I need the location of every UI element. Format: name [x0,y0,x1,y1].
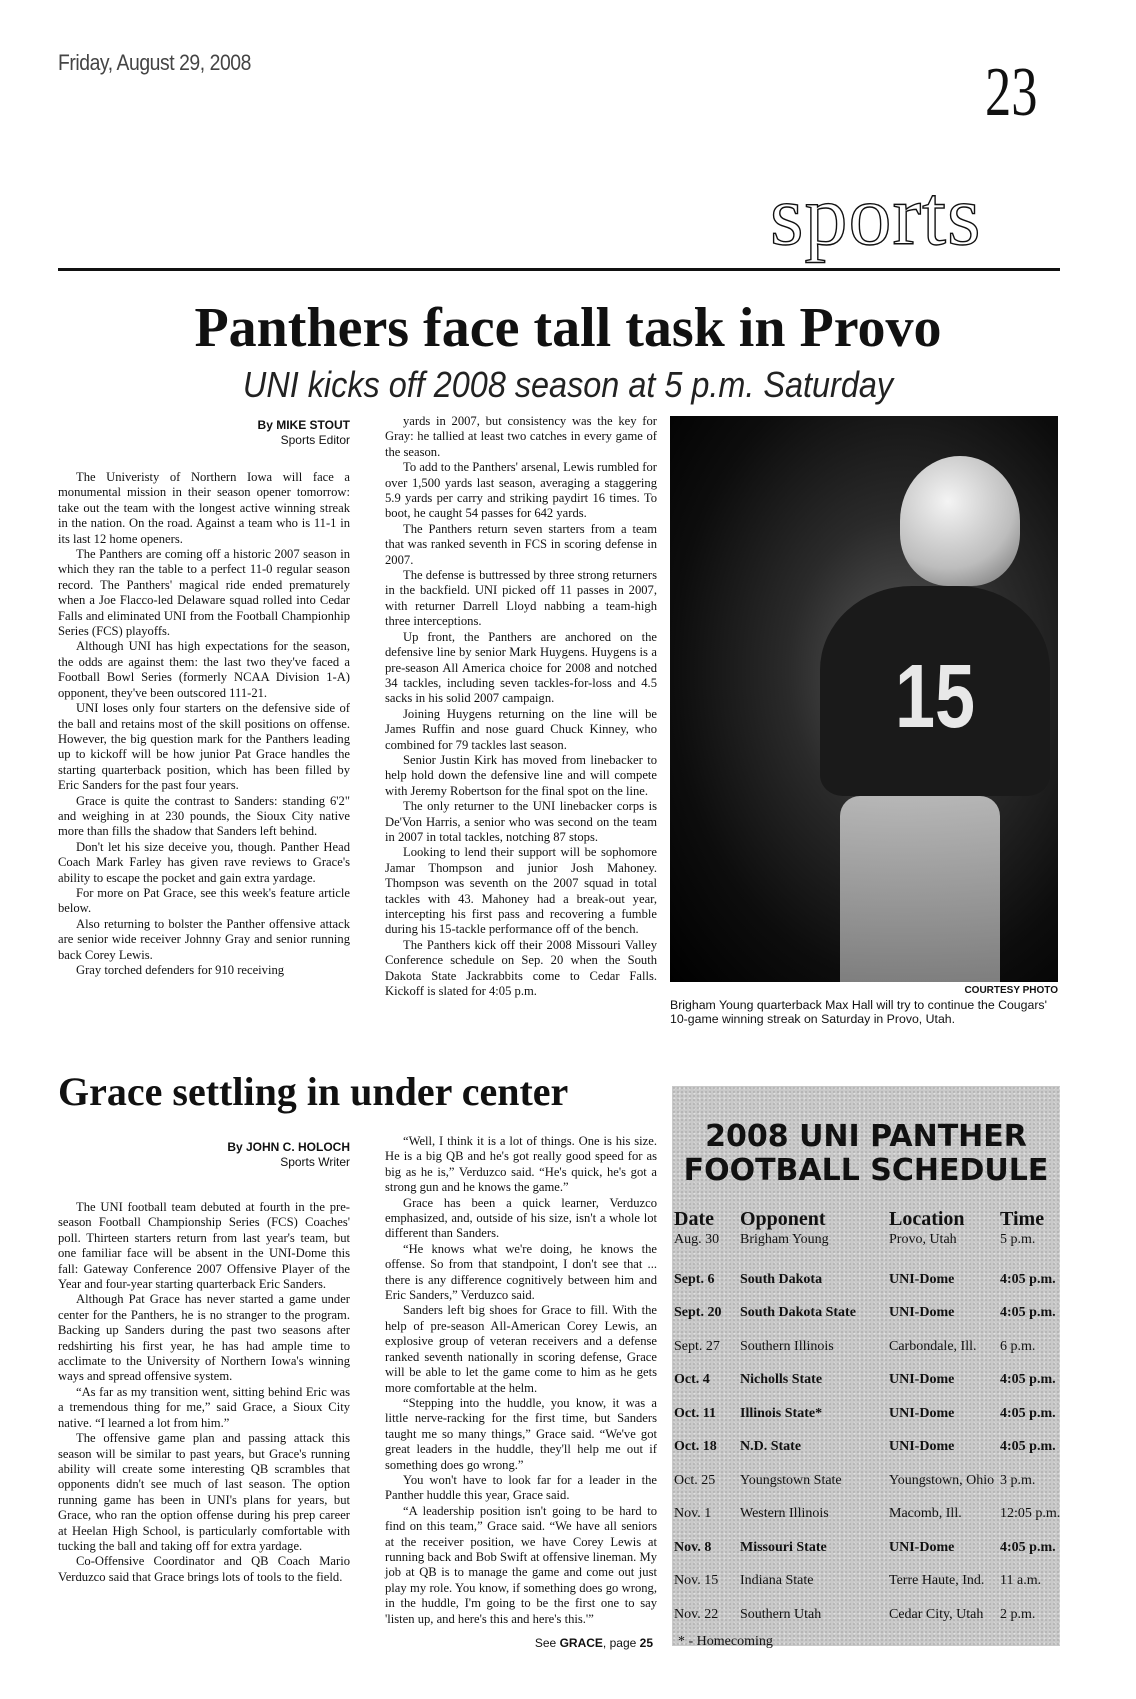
game-date: Oct. 4 [674,1372,710,1387]
paragraph: Up front, the Panthers are anchored on the defensive line by senior Mark Huygens. Huygens is a pre-season All America choice for 2008 and notched 34 tackles, including seven tackles-for-loss and 4.5 sacks in his solid 2007 campaign. [385,629,657,706]
game-location: Macomb, Ill. [889,1506,962,1521]
game-opponent: Southern Illinois [740,1338,834,1354]
paragraph: You won't have to look far for a leader in the Panther huddle this year, Grace said. [385,1472,657,1503]
article-headline: Grace settling in under center [58,1069,569,1114]
schedule-title [672,1120,1060,1188]
schedule-box [672,1086,1061,1649]
game-time: 4:05 p.m. [1000,1271,1056,1287]
paragraph: Don't let his size deceive you, though. Panther Head Coach Mark Farley has given rave reviews to Grace's ability to escape the pocket and gain extra yardage. [58,839,350,885]
game-location: UNI-Dome [889,1305,955,1320]
game-date: Aug. 30 [674,1232,720,1247]
game-opponent: Illinois State* [740,1405,823,1421]
game-date: Nov. 8 [674,1539,712,1555]
game-opponent: South Dakota [740,1271,823,1287]
paragraph: Grace is quite the contrast to Sanders: standing 6'2" and weighing in at 230 pounds, the Sioux City native more than fills the shadow that Sanders left behind. [58,793,350,839]
jump-keyword: GRACE [559,1636,603,1650]
paragraph: The only returner to the UNI linebacker corps is De'Von Harris, a senior who was second on the team in 2007 in total tackles, notching 87 stops. [385,799,657,844]
game-opponent: Missouri State [740,1539,827,1555]
paragraph: Grace has been a quick learner, Verduzco emphasized, and, outside of his size, isn't a whole lot different than Sanders. [385,1195,657,1241]
schedule-title-line: 2008 UNI PANTHER [705,1119,1027,1154]
byline-role: Sports Editor [280,433,350,447]
paragraph: For more on Pat Grace, see this week's feature article below. [58,885,350,916]
paragraph: “Stepping into the huddle, you know, it was a little nerve-racking for the first time, but Sanders taught me so many things,” Grace said. “We've got great leaders in the huddle, they'll help me out if something does go wrong.” [385,1395,657,1472]
paragraph: Sanders left big shoes for Grace to fill. With the help of pre-season All-American Corey Lewis, an explosive group of veteran receivers and a defense ranked seventh nationally in scoring defense, Grace will be able to let the game come to him as he gets more comfortable at the helm. [385,1303,657,1395]
article-subhead: UNI kicks off 2008 season at 5 p.m. Saturday [242,364,894,405]
game-time: 4:05 p.m. [1000,1372,1056,1387]
paragraph: Gray torched defenders for 910 receiving [76,963,285,977]
game-time: 3 p.m. [1000,1472,1036,1488]
photo-credit: COURTESY PHOTO [964,985,1058,996]
paragraph: Although Pat Grace has never started a game under center for the Panthers, he is no stranger to the program. Backing up Sanders during the past two seasons after redshirting his first year, he has had ample time to acclimate to the University of Northern Iowa's winning ways and spread offensive system. [58,1292,350,1384]
paragraph: The defense is buttressed by three strong returners in the backfield. UNI picked off 11 passes in 2007, with returner Darrell Lloyd nabbing a team-high three interceptions. [385,568,657,629]
jump-page-label: , page [602,1636,637,1650]
game-date: Sept. 6 [674,1271,715,1287]
paragraph: Co-Offensive Coordinator and QB Coach Mario Verduzco said that Grace brings lots of tools to the field. [58,1554,350,1584]
game-time: 4:05 p.m. [1000,1439,1056,1454]
header-date: Date [674,1208,714,1230]
paragraph: The UNI football team debuted at fourth in the pre-season Football Championship Series (FCS) Coaches' poll. Thirteen starters return from last year's team, but one familiar face will be absent in the UNI-Dome this fall: Gateway Conference 2007 Offensive Player of the Year and four-year starting quarterback Eric Sanders. [58,1200,350,1292]
game-date: Oct. 18 [674,1439,717,1454]
game-date: Oct. 11 [674,1405,716,1421]
article-column [58,1200,350,1585]
article-headline: Panthers face tall task in Provo [194,297,942,359]
game-opponent: South Dakota State [740,1305,856,1320]
game-location: Cedar City, Utah [889,1606,984,1622]
game-time: 4:05 p.m. [1000,1405,1056,1421]
game-location: UNI-Dome [889,1271,955,1287]
game-opponent: Indiana State [740,1573,814,1588]
byline-role: Sports Writer [280,1155,350,1169]
game-date: Nov. 22 [674,1606,719,1622]
game-time: 4:05 p.m. [1000,1305,1056,1320]
game-opponent: Southern Utah [740,1606,822,1622]
game-location: Provo, Utah [889,1232,957,1247]
paragraph: UNI loses only four starters on the defensive side of the ball and retains most of the skill positions on offense. However, the big question mark for the Panthers leading up to kickoff will be how junior Pat Grace handles the starting quarterback position, which has been filled by Eric Sanders for the past four years. [58,701,350,793]
game-date: Sept. 20 [674,1305,722,1320]
game-time: 5 p.m. [1000,1232,1036,1247]
game-date: Nov. 15 [674,1573,719,1588]
paragraph: “Well, I think it is a lot of things. One is his size. He is a big QB and he's got really good speed for as big as he is,” Verduzco said. “He's quick, he's got a strong gun and he knows the game.” [385,1134,657,1195]
byline [58,1140,350,1170]
pants-shape [840,796,1000,982]
schedule-title-line: FOOTBALL SCHEDULE [683,1153,1049,1188]
game-date: Sept. 27 [674,1338,720,1354]
jump-see: See [534,1636,557,1650]
game-location: Carbondale, Ill. [889,1338,977,1354]
issue-date: Friday, August 29, 2008 [58,50,251,75]
page-number: 23 [985,54,1038,131]
paragraph: “As far as my transition went, sitting behind Eric was a tremendous thing for me,” said Grace, a Sioux City native. “I learned a lot from him.” [58,1384,350,1430]
byline-author: By JOHN C. HOLOCH [227,1140,350,1154]
paragraph: “He knows what we're doing, he knows the offense. So from that standpoint, I don't see that ... there is any difference cognitively between him and Eric Sanders,” Verduzco said. [385,1241,657,1303]
game-time: 6 p.m. [1000,1338,1036,1354]
game-opponent: Nicholls State [740,1372,823,1387]
game-time: 12:05 p.m. [1000,1506,1061,1521]
paragraph: yards in 2007, but consistency was the key for Gray: he tallied at least two catches in every game of the season. [385,414,657,459]
article-column [385,414,657,999]
paragraph: “A leadership position isn't going to be hard to find on this team,” Grace said. “We have all seniors at the receiver position, we have Corey Lewis at running back and Bob Swift at offensive lineman. My job at QB is to manage the game and come out just play my role. You know, if something does go wrong, in the huddle, I'm going to be the first one to say 'listen up, and here's this and here's this.'” [385,1503,657,1626]
game-opponent: Youngstown State [740,1472,842,1488]
paragraph: Also returning to bolster the Panther offensive attack are senior wide receiver Johnny Gray and senior running back Corey Lewis. [58,916,350,962]
game-location: Terre Haute, Ind. [889,1573,985,1588]
byline-author: By MIKE STOUT [257,418,350,432]
header-time: Time [1000,1208,1045,1230]
jump-page-number: 25 [639,1636,653,1650]
game-date: Nov. 1 [674,1506,712,1521]
schedule-footnote: * - Homecoming [678,1634,773,1649]
paragraph: Senior Justin Kirk has moved from linebacker to help hold down the defensive line and will compete with Jeremy Robertson for the final spot on the line. [385,752,657,798]
quarterback-photo [670,416,1058,982]
paragraph: Joining Huygens returning on the line will be James Ruffin and nose guard Chuck Kinney, who combined for 79 tackles last season. [385,706,657,752]
game-time: 11 a.m. [1000,1573,1042,1588]
paragraph: The Panthers return seven starters from a team that was ranked seventh in FCS in scoring defense in 2007. [385,521,657,567]
photo-caption: Brigham Young quarterback Max Hall will try to continue the Cougars' 10-game winning streak on Saturday in Provo, Utah. [670,998,1047,1026]
section-title: sports [770,167,982,263]
paragraph: The Panthers are coming off a historic 2007 season in which they ran the table to a perfect 11-0 regular season record. The Panthers' magical ride ended prematurely when a Joe Flacco-led Delaware squad rolled into Cedar Falls and eliminated UNI from the Football Championhip Series (FCS) playoffs. [58,547,350,639]
jersey-number: 15 [895,647,976,747]
game-location: UNI-Dome [889,1539,955,1555]
game-location: UNI-Dome [889,1405,955,1421]
paragraph: The Panthers kick off their 2008 Missouri Valley Conference schedule on Sep. 20 when the South Dakota State Jackrabbits come to Cedar Falls. Kickoff is slated for 4:05 p.m. [385,937,657,999]
article-column [385,1134,657,1627]
header-location: Location [889,1208,965,1230]
paragraph: The offensive game plan and passing attack this season will be similar to past years, but Grace's running ability will create some interesting QB scrambles that opponents didn't see much of last season. The option running game has been in UNI's plans for years, but Grace, who ran the option offense during his prep career at Heelan High School, is particularly comfortable with tucking the ball and taking off for extra yardage. [58,1431,350,1553]
game-location: UNI-Dome [889,1372,955,1387]
game-location: UNI-Dome [889,1439,955,1454]
game-opponent: N.D. State [740,1439,802,1454]
section-rule [58,268,1060,271]
game-date: Oct. 25 [674,1472,716,1488]
paragraph: To add to the Panthers' arsenal, Lewis rumbled for over 1,500 yards last season, averaging a staggering 5.9 yards per carry and striking paydirt 16 times. To boot, he caught 54 passes for 642 yards. [385,460,657,521]
game-time: 2 p.m. [1000,1606,1036,1622]
game-opponent: Brigham Young [740,1232,829,1247]
helmet-shape [900,456,1020,586]
paragraph: Looking to lend their support will be sophomore Jamar Thompson and junior Josh Mahoney. Thompson was seventh on the 2007 squad in total tackles with 43. Mahoney had a break-out year, intercepting his first pass and recovering a fumble during his 15-tackle performance off of the bench. [385,845,657,937]
header-opponent: Opponent [740,1208,826,1230]
paragraph: The Univeristy of Northern Iowa will face a monumental mission in their season opener tomorrow: take out the team with the longest active winning streak in the nation. On the road. Against a team who is 11-1 in its last 12 home openers. [58,470,350,546]
article-column [58,470,350,978]
game-location: Youngstown, Ohio [889,1472,995,1488]
game-opponent: Western Illinois [740,1506,829,1521]
game-time: 4:05 p.m. [1000,1539,1056,1555]
byline [58,418,350,448]
paragraph: Although UNI has high expectations for the season, the odds are against them: the last two they've faced a Football Bowl Series (formerly NCAA Division 1-A) opponent, they've been outscored 111-21. [58,639,350,700]
jump-line [385,1636,653,1650]
